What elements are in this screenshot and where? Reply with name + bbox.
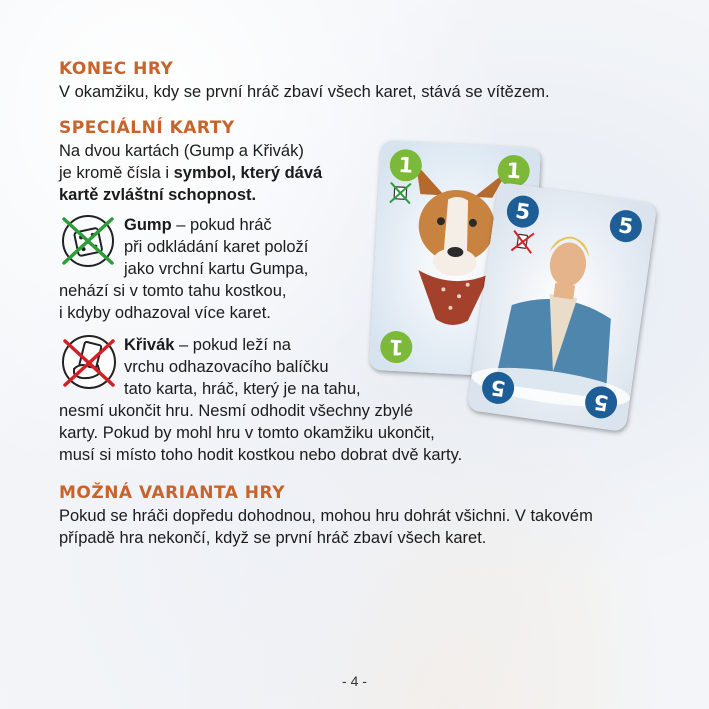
krivak-line5: karty. Pokud by mohl hru v tomto okamžiku ukončit, bbox=[59, 424, 435, 442]
krivak-name: Křivák bbox=[124, 336, 175, 354]
special-intro-line3-bold: kartě zvláštní schopnost. bbox=[59, 186, 257, 204]
section-heading-mozna-varianta: MOŽNÁ VARIANTA HRY bbox=[59, 483, 286, 503]
krivak-card bbox=[467, 182, 657, 432]
special-intro-line2-bold: symbol, který dává bbox=[173, 164, 323, 182]
crossed-card-hand-icon bbox=[60, 333, 118, 391]
krivak-line2: vrchu odhazovacího balíčku bbox=[124, 358, 329, 376]
krivak-card-value-top-right: 5 bbox=[608, 208, 644, 244]
gump-line1-rest: – pokud hráč bbox=[171, 216, 272, 234]
special-intro-line2-plain: je kromě čísla i bbox=[59, 164, 174, 182]
gump-card-value-top-right: 1 bbox=[497, 154, 531, 188]
crossed-dice-icon bbox=[60, 213, 116, 269]
section-heading-specialni-karty: SPECIÁLNÍ KARTY bbox=[59, 118, 235, 138]
page-number: - 4 - bbox=[342, 673, 367, 689]
krivak-line6: musí si místo toho hodit kostkou nebo dobrat dvě karty. bbox=[59, 446, 463, 464]
krivak-line1-rest: – pokud leží na bbox=[174, 336, 291, 354]
gump-line3: jako vrchní kartu Gumpa, bbox=[124, 260, 309, 278]
konec-hry-text: V okamžiku, kdy se první hráč zbaví všech karet, stává se vítězem. bbox=[59, 83, 550, 101]
gump-name: Gump bbox=[124, 216, 172, 234]
krivak-card-value-top-left: 5 bbox=[505, 194, 541, 230]
krivak-line4: nesmí ukončit hru. Nesmí odhodit všechny zbylé bbox=[59, 402, 414, 420]
krivak-line1 bbox=[124, 334, 291, 357]
gump-line1 bbox=[124, 214, 272, 237]
varianta-line1: Pokud se hráči dopředu dohodnou, mohou hru dohrát všichni. V takovém bbox=[59, 507, 593, 525]
gump-line5: i kdyby odhazoval více karet. bbox=[59, 304, 271, 322]
section-heading-konec-hry: KONEC HRY bbox=[59, 59, 174, 79]
krivak-card-value-bottom-left: 5 bbox=[480, 370, 516, 406]
special-intro-line2 bbox=[59, 162, 322, 185]
gump-line4: nehází si v tomto tahu kostkou, bbox=[59, 282, 287, 300]
varianta-line2: případě hra nekončí, když se první hráč zbaví všech karet. bbox=[59, 529, 487, 547]
krivak-card-value-bottom-right: 5 bbox=[583, 384, 619, 420]
gump-card-value-bottom-left: 1 bbox=[379, 330, 413, 364]
special-intro-line1: Na dvou kartách (Gump a Křivák) bbox=[59, 142, 304, 160]
gump-card-value-top-left: 1 bbox=[389, 148, 423, 182]
gump-line2: při odkládání karet položí bbox=[124, 238, 309, 256]
krivak-line3: tato karta, hráč, který je na tahu, bbox=[124, 380, 361, 398]
special-intro-line3 bbox=[59, 184, 256, 207]
